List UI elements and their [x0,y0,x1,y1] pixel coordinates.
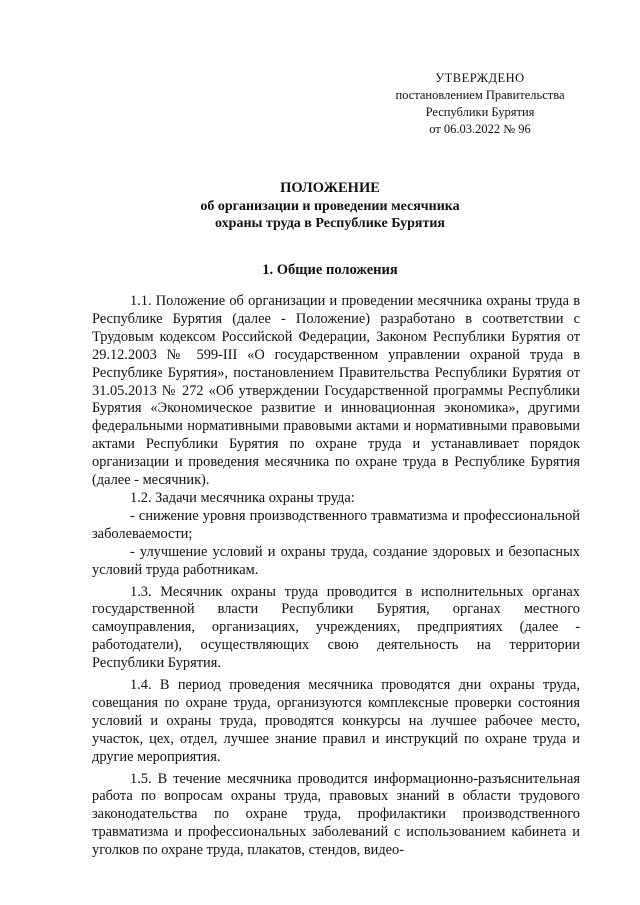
title-main: ПОЛОЖЕНИЕ [280,180,380,196]
approval-stamp [380,70,580,138]
paragraph: 1.4. В период проведения месячника проводятся дни охраны труда, совещания по охране труда, организуются комплексные проверки состояния условий и охраны труда, проводятся конкурсы на лучшее рабочее место, участок, цех, отдел, лучшее знание правил и инструкций по охране труда и другие мероприятия. [92,677,580,765]
paragraph: 1.5. В течение месячника проводится информационно-разъяснительная работа по вопросам охраны труда, правовых знаний в области трудового законодательства по охране труда, профилактики производственного травматизма и профессиональных заболеваний с использованием кабинета и уголков по охране труда, плакатов, стендов, видео- [92,770,580,859]
body-text [92,293,580,860]
paragraph: 1.2. Задачи месячника охраны труда: [130,489,355,506]
paragraph: 1.3. Месячник охраны труда проводится в исполнительных органах государственной власти Республики Бурятия, органах местного самоуправления, организациях, учреждениях, предприятиях (далее - работодатели), осуществляющих свою деятельность на территории Республики Бурятия. [92,583,580,672]
approval-line: постановлением Правительства [395,88,565,102]
paragraph: 1.1. Положение об организации и проведении месячника охраны труда в Республике Бурятия (далее - Положение) разработано в соответствии с Трудовым кодексом Российской Федерации, Законом Республики Бурятия от 29.12.2003 № 599-III «О государственном управлении охраной труда в Республике Бурятия», постановлением Правительства Республики Бурятия от 31.05.2013 № 272 «Об утверждении Государственной программы Республики Бурятия «Экономическое развитие и инновационная экономика», другими федеральными нормативными правовыми актами и нормативными правовыми актами Республики Бурятия по охране труда и устанавливает порядок организации и проведения месячника по охране труда в Республике Бурятия (далее - месячник). [92,293,580,489]
document-title [90,180,570,233]
approval-word: УТВЕРЖДЕНО [435,71,525,85]
section-heading: 1. Общие положения [262,262,398,278]
approval-line: от 06.03.2022 № 96 [429,122,531,136]
paragraph: - снижение уровня производственного травматизма и профессиональной заболеваемости; [92,507,580,542]
approval-line: Республики Бурятия [425,105,535,119]
title-line: охраны труда в Республике Бурятия [215,216,445,231]
title-line: об организации и проведении месячника [200,198,460,214]
paragraph: - улучшение условий и охраны труда, создание здоровых и безопасных условий труда работникам. [92,543,580,578]
